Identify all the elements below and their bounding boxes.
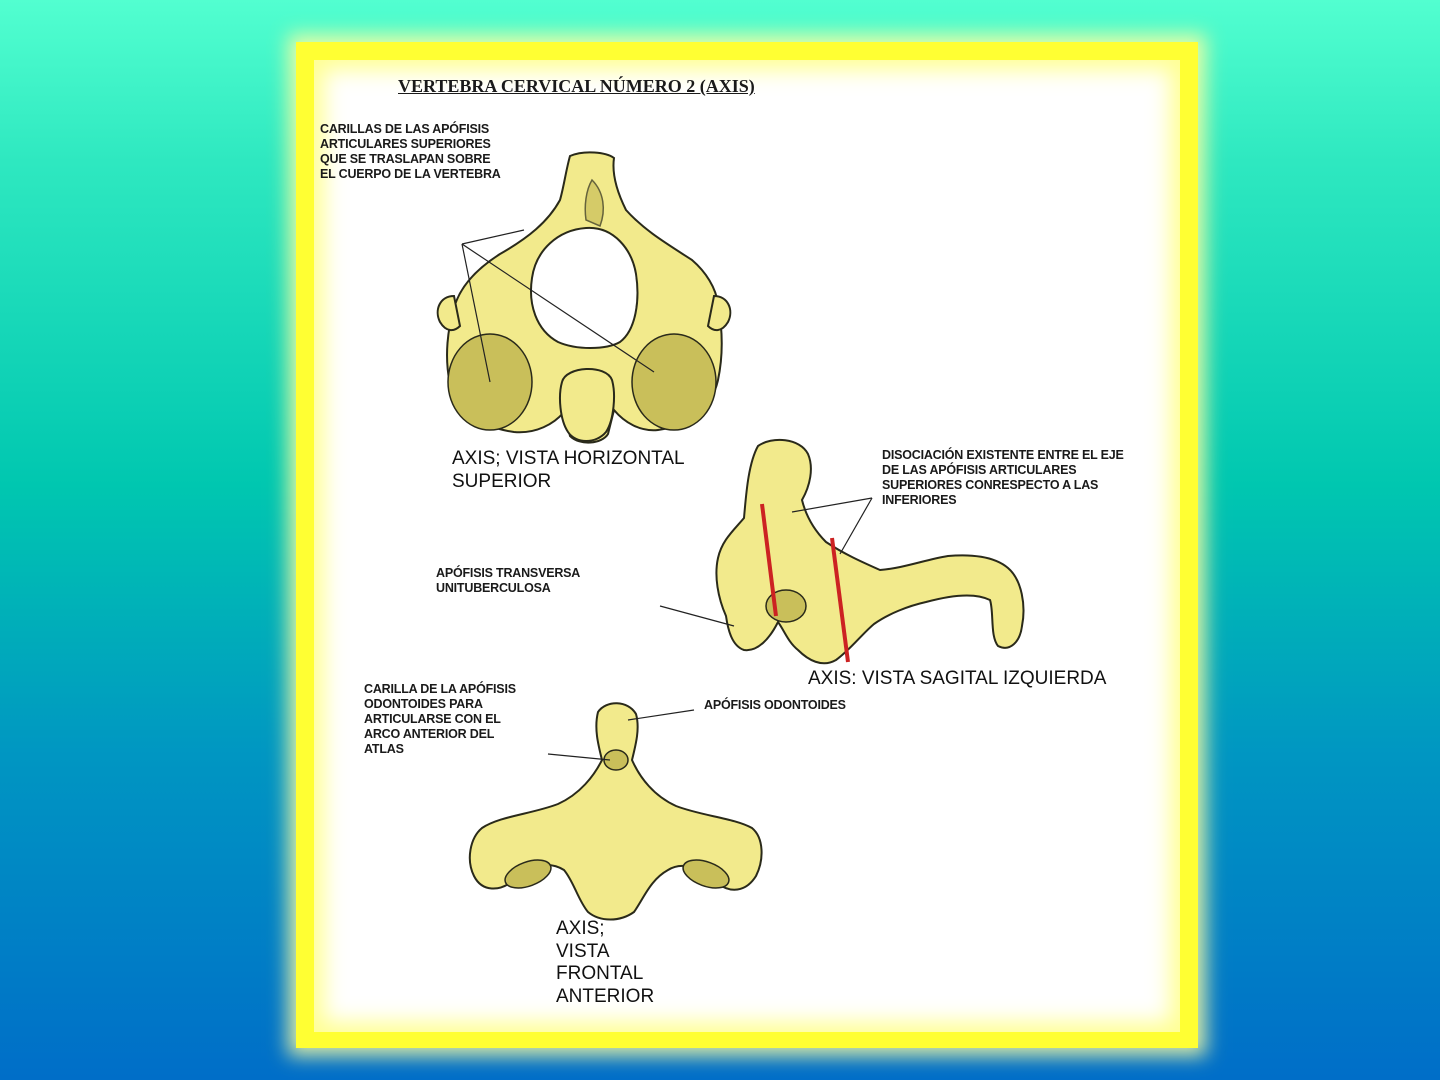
label-apofisis-transversa — [436, 566, 580, 596]
label-line: DE LAS APÓFISIS ARTICULARES — [882, 463, 1077, 477]
leader-line — [840, 498, 872, 554]
vertebra-illustrations — [314, 60, 1180, 1032]
label-line: ARTICULARSE CON EL — [364, 712, 501, 726]
label-carilla-odontoides — [364, 682, 516, 757]
superior-facet-right — [632, 334, 716, 430]
label-line: ARTICULARES SUPERIORES — [320, 137, 491, 151]
label-line: ARCO ANTERIOR DEL — [364, 727, 495, 741]
axis-top-view-illustration — [438, 152, 731, 442]
caption-line: AXIS; VISTA HORIZONTAL — [452, 448, 685, 469]
slide-frame — [296, 42, 1198, 1048]
label-line: DISOCIACIÓN EXISTENTE ENTRE EL EJE — [882, 448, 1124, 462]
label-line: QUE SE TRASLAPAN SOBRE — [320, 152, 491, 166]
label-line: CARILLA DE LA APÓFISIS — [364, 682, 516, 696]
caption-sagital-izquierda: AXIS: VISTA SAGITAL IZQUIERDA — [808, 668, 1107, 689]
caption-line: SUPERIOR — [452, 470, 552, 492]
label-line: APÓFISIS TRANSVERSA — [436, 566, 581, 580]
caption-line: VISTA — [556, 940, 610, 962]
label-line: SUPERIORES CONRESPECTO A LAS — [882, 478, 1099, 492]
label-carillas-superiores — [320, 122, 501, 182]
caption-line: FRONTAL — [556, 963, 644, 984]
label-apofisis-odontoides: APÓFISIS ODONTOIDES — [704, 698, 846, 712]
page-title: VERTEBRA CERVICAL NÚMERO 2 (AXIS) — [398, 76, 755, 96]
label-line: INFERIORES — [882, 493, 957, 507]
odontoid-top — [560, 369, 614, 441]
label-line: CARILLAS DE LAS APÓFISIS — [320, 122, 490, 136]
caption-line: AXIS; — [556, 918, 605, 939]
label-line: UNITUBERCULOSA — [436, 581, 551, 595]
label-disociacion — [882, 448, 1124, 508]
label-line: ODONTOIDES PARA — [364, 697, 483, 711]
label-line: ATLAS — [364, 742, 404, 756]
label-line: EL CUERPO DE LA VERTEBRA — [320, 167, 501, 181]
diagram-sheet — [314, 60, 1180, 1032]
caption-frontal-anterior — [556, 918, 654, 1008]
leader-line — [462, 230, 524, 244]
leader-line — [628, 710, 694, 720]
axis-top-view-foramen — [531, 228, 637, 348]
caption-horizontal-superior — [452, 448, 685, 493]
caption-line: ANTERIOR — [556, 985, 655, 1007]
